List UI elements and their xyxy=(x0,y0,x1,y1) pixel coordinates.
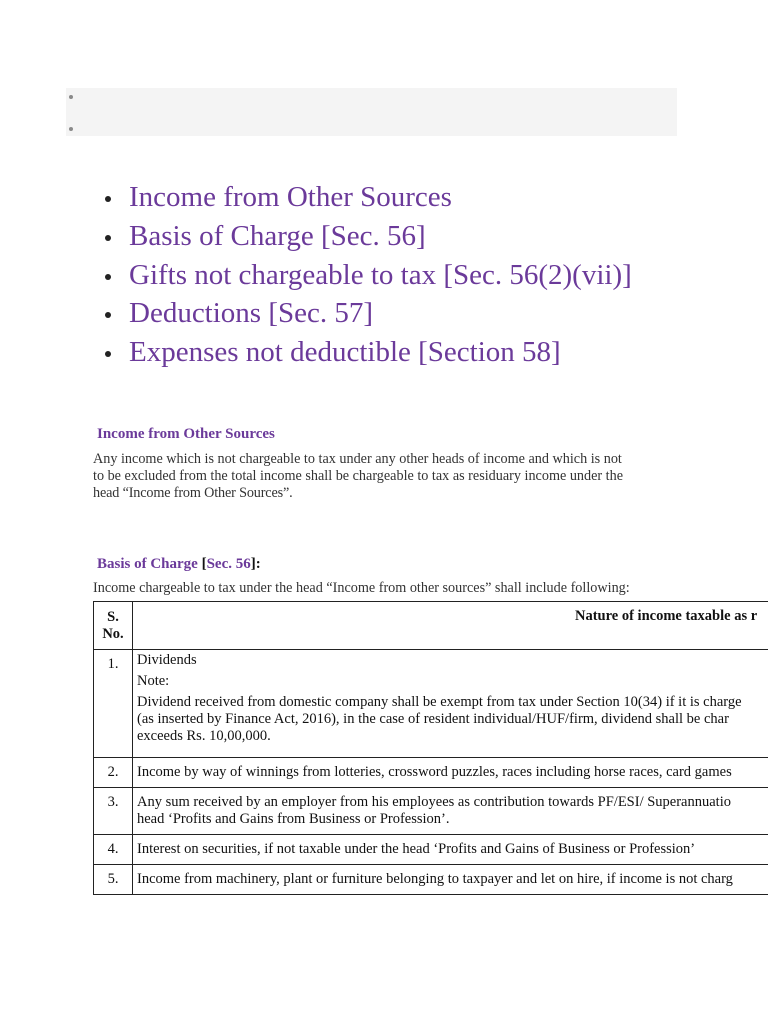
heading-bracket: [ xyxy=(201,556,207,572)
row-text-line: head ‘Profits and Gains from Business or Profession’. xyxy=(137,811,450,827)
header-s-line: S. xyxy=(107,609,119,625)
row-text-line: Note: xyxy=(137,673,170,689)
top-nav-bar xyxy=(66,88,677,136)
table-header-row xyxy=(94,602,768,650)
income-table xyxy=(93,601,768,895)
table-row xyxy=(94,865,768,895)
row-text-line: Dividends xyxy=(137,652,197,668)
row-serial-number: 2. xyxy=(94,758,133,788)
section-heading-basis-of-charge xyxy=(97,556,261,573)
bullet-icon xyxy=(69,127,73,131)
header-nature-text: Nature of income taxable as r xyxy=(575,608,758,624)
row-text-line: Dividend received from domestic company shall be exempt from tax under Section 10(34) if it is charge xyxy=(137,694,742,710)
table-row xyxy=(94,835,768,865)
heading-text: Basis of Charge xyxy=(97,556,202,572)
toc-link-gifts[interactable]: Gifts not chargeable to tax [Sec. 56(2)(vii)] xyxy=(129,258,632,291)
header-s-line: No. xyxy=(102,626,124,642)
header-nature-of-income xyxy=(133,602,768,650)
bullet-icon xyxy=(105,351,111,357)
paragraph-line: Any income which is not chargeable to tax under any other heads of income and which is not xyxy=(93,451,622,467)
paragraph-line: to be excluded from the total income shall be chargeable to tax as residuary income under the xyxy=(93,468,624,484)
table-row xyxy=(94,650,768,758)
header-serial-number xyxy=(94,602,133,650)
row-description xyxy=(133,758,768,788)
table-row xyxy=(94,758,768,788)
bullet-icon xyxy=(69,95,73,99)
bullet-icon xyxy=(105,274,111,280)
row-serial-number: 3. xyxy=(94,788,133,835)
row-text-line: Income by way of winnings from lotteries, crossword puzzles, races including horse races, card games xyxy=(137,764,732,780)
toc-link-deductions[interactable]: Deductions [Sec. 57] xyxy=(129,297,374,330)
section-heading-income-other-sources: Income from Other Sources xyxy=(97,426,275,442)
row-description xyxy=(133,865,768,895)
bullet-icon xyxy=(105,312,111,318)
toc-link-income-other-sources[interactable]: Income from Other Sources xyxy=(129,181,452,213)
row-serial-number: 4. xyxy=(94,835,133,865)
row-text-line: Any sum received by an employer from his employees as contribution towards PF/ESI/ Superannuatio xyxy=(137,794,731,810)
bullet-icon xyxy=(105,235,111,241)
toc-link-expenses[interactable]: Expenses not deductible [Section 58] xyxy=(129,336,561,369)
bullet-icon xyxy=(105,196,111,202)
row-text-line: (as inserted by Finance Act, 2016), in the case of resident individual/HUF/firm, dividend shall be char xyxy=(137,711,729,727)
paragraph-line: head “Income from Other Sources”. xyxy=(93,485,293,501)
heading-bracket: ]: xyxy=(250,556,261,572)
row-serial-number: 1. xyxy=(94,650,133,758)
row-description xyxy=(133,650,768,758)
row-description xyxy=(133,788,768,835)
heading-section-ref: Sec. 56 xyxy=(206,556,251,572)
table-intro: Income chargeable to tax under the head “Income from other sources” shall include following: xyxy=(93,580,630,596)
section-paragraph xyxy=(93,451,683,502)
row-serial-number: 5. xyxy=(94,865,133,895)
toc-link-basis-of-charge[interactable]: Basis of Charge [Sec. 56] xyxy=(129,219,426,252)
table-row xyxy=(94,788,768,835)
row-description xyxy=(133,835,768,865)
row-text-line: exceeds Rs. 10,00,000. xyxy=(137,728,271,744)
row-text-line: Interest on securities, if not taxable under the head ‘Profits and Gains of Business or Profession’ xyxy=(137,841,696,857)
row-text-line: Income from machinery, plant or furniture belonging to taxpayer and let on hire, if income is not charg xyxy=(137,871,733,887)
